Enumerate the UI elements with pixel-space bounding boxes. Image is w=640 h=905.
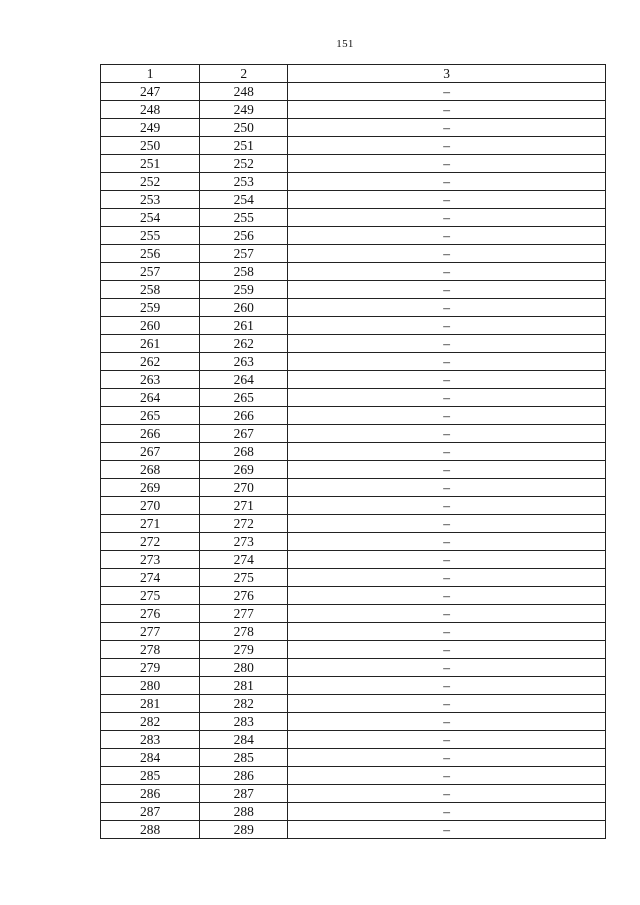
table-cell-col-1: 272 — [101, 533, 200, 551]
table-cell-col-1: 278 — [101, 641, 200, 659]
table-cell-col-1: 267 — [101, 443, 200, 461]
table-row — [101, 335, 606, 353]
table-cell-col-2: 256 — [200, 227, 288, 245]
table-row — [101, 605, 606, 623]
table-cell-col-1: 261 — [101, 335, 200, 353]
table-cell-col-1: 256 — [101, 245, 200, 263]
table-row — [101, 551, 606, 569]
table-cell-col-3: – — [288, 443, 606, 461]
table-cell-col-1: 255 — [101, 227, 200, 245]
table-cell-col-1: 247 — [101, 83, 200, 101]
table-cell-col-2: 271 — [200, 497, 288, 515]
table-row — [101, 299, 606, 317]
table-header-row — [101, 65, 606, 83]
table-row — [101, 803, 606, 821]
table-cell-col-3: – — [288, 551, 606, 569]
table-cell-col-3: – — [288, 821, 606, 839]
table-cell-col-2: 259 — [200, 281, 288, 299]
table-cell-col-3: – — [288, 281, 606, 299]
table-cell-col-1: 288 — [101, 821, 200, 839]
table-cell-col-3: – — [288, 587, 606, 605]
table-cell-col-3: – — [288, 641, 606, 659]
table-cell-col-1: 287 — [101, 803, 200, 821]
table-row — [101, 821, 606, 839]
table-cell-col-3: – — [288, 317, 606, 335]
table-cell-col-2: 285 — [200, 749, 288, 767]
table-cell-col-1: 284 — [101, 749, 200, 767]
table-cell-col-2: 257 — [200, 245, 288, 263]
table-row — [101, 659, 606, 677]
table-cell-col-1: 280 — [101, 677, 200, 695]
table-row — [101, 317, 606, 335]
table-cell-col-1: 252 — [101, 173, 200, 191]
table-row — [101, 101, 606, 119]
table-cell-col-2: 277 — [200, 605, 288, 623]
table-row — [101, 425, 606, 443]
table-cell-col-2: 286 — [200, 767, 288, 785]
table-cell-col-3: – — [288, 209, 606, 227]
table-cell-col-3: – — [288, 659, 606, 677]
table-cell-col-1: 264 — [101, 389, 200, 407]
table-cell-col-3: – — [288, 605, 606, 623]
table-cell-col-2: 251 — [200, 137, 288, 155]
table-cell-col-3: – — [288, 137, 606, 155]
table-row — [101, 119, 606, 137]
table-cell-col-3: – — [288, 749, 606, 767]
table-row — [101, 245, 606, 263]
table-cell-col-3: – — [288, 713, 606, 731]
table-cell-col-1: 262 — [101, 353, 200, 371]
table-cell-col-1: 266 — [101, 425, 200, 443]
table-row — [101, 749, 606, 767]
table-cell-col-3: – — [288, 83, 606, 101]
table-row — [101, 83, 606, 101]
table-cell-col-2: 287 — [200, 785, 288, 803]
table-cell-col-1: 282 — [101, 713, 200, 731]
table-cell-col-2: 265 — [200, 389, 288, 407]
table-cell-col-3: – — [288, 569, 606, 587]
table-row — [101, 695, 606, 713]
column-header-2: 2 — [200, 65, 288, 83]
table-cell-col-2: 278 — [200, 623, 288, 641]
table-row — [101, 677, 606, 695]
table-cell-col-1: 259 — [101, 299, 200, 317]
table-row — [101, 479, 606, 497]
table-cell-col-2: 276 — [200, 587, 288, 605]
table-cell-col-3: – — [288, 245, 606, 263]
table-cell-col-2: 282 — [200, 695, 288, 713]
table-cell-col-3: – — [288, 425, 606, 443]
table-row — [101, 263, 606, 281]
table-cell-col-3: – — [288, 803, 606, 821]
column-header-1: 1 — [101, 65, 200, 83]
table-cell-col-2: 260 — [200, 299, 288, 317]
table-cell-col-2: 284 — [200, 731, 288, 749]
table-cell-col-3: – — [288, 785, 606, 803]
table-cell-col-2: 288 — [200, 803, 288, 821]
table-cell-col-1: 275 — [101, 587, 200, 605]
table-row — [101, 371, 606, 389]
table-cell-col-3: – — [288, 677, 606, 695]
table-row — [101, 353, 606, 371]
column-header-3: 3 — [288, 65, 606, 83]
data-table — [100, 64, 606, 839]
table-cell-col-2: 252 — [200, 155, 288, 173]
table-cell-col-1: 286 — [101, 785, 200, 803]
table-cell-col-2: 258 — [200, 263, 288, 281]
table-cell-col-3: – — [288, 389, 606, 407]
table-row — [101, 623, 606, 641]
table-row — [101, 227, 606, 245]
table-cell-col-1: 276 — [101, 605, 200, 623]
table-cell-col-3: – — [288, 119, 606, 137]
table-cell-col-2: 281 — [200, 677, 288, 695]
table-cell-col-1: 258 — [101, 281, 200, 299]
table-body — [101, 83, 606, 839]
table-cell-col-2: 254 — [200, 191, 288, 209]
table-cell-col-1: 257 — [101, 263, 200, 281]
table-cell-col-3: – — [288, 623, 606, 641]
table-cell-col-2: 267 — [200, 425, 288, 443]
table-cell-col-1: 249 — [101, 119, 200, 137]
table-cell-col-2: 268 — [200, 443, 288, 461]
table-cell-col-3: – — [288, 101, 606, 119]
table-cell-col-3: – — [288, 299, 606, 317]
table-cell-col-2: 273 — [200, 533, 288, 551]
table-cell-col-1: 277 — [101, 623, 200, 641]
table-cell-col-3: – — [288, 479, 606, 497]
table-cell-col-2: 262 — [200, 335, 288, 353]
table-cell-col-1: 260 — [101, 317, 200, 335]
table-cell-col-1: 250 — [101, 137, 200, 155]
table-cell-col-3: – — [288, 173, 606, 191]
table-row — [101, 767, 606, 785]
table-cell-col-3: – — [288, 695, 606, 713]
table-row — [101, 713, 606, 731]
table-cell-col-2: 263 — [200, 353, 288, 371]
table-row — [101, 533, 606, 551]
table-row — [101, 209, 606, 227]
table-cell-col-3: – — [288, 227, 606, 245]
table-cell-col-1: 263 — [101, 371, 200, 389]
table-cell-col-3: – — [288, 407, 606, 425]
table-cell-col-1: 248 — [101, 101, 200, 119]
table-row — [101, 191, 606, 209]
table-cell-col-2: 280 — [200, 659, 288, 677]
page-number: 151 — [336, 38, 354, 50]
table-cell-col-2: 269 — [200, 461, 288, 479]
table-cell-col-3: – — [288, 533, 606, 551]
table-cell-col-1: 270 — [101, 497, 200, 515]
table-row — [101, 785, 606, 803]
table-cell-col-2: 255 — [200, 209, 288, 227]
table-cell-col-2: 270 — [200, 479, 288, 497]
table-cell-col-2: 264 — [200, 371, 288, 389]
table-row — [101, 587, 606, 605]
table-row — [101, 389, 606, 407]
table-cell-col-3: – — [288, 155, 606, 173]
table-cell-col-1: 265 — [101, 407, 200, 425]
table-cell-col-2: 274 — [200, 551, 288, 569]
table-cell-col-2: 266 — [200, 407, 288, 425]
table-row — [101, 461, 606, 479]
table-cell-col-2: 275 — [200, 569, 288, 587]
table-cell-col-3: – — [288, 335, 606, 353]
table-cell-col-3: – — [288, 497, 606, 515]
table-cell-col-2: 272 — [200, 515, 288, 533]
table-cell-col-2: 279 — [200, 641, 288, 659]
table-cell-col-3: – — [288, 731, 606, 749]
table-cell-col-2: 249 — [200, 101, 288, 119]
table-cell-col-2: 289 — [200, 821, 288, 839]
table-row — [101, 569, 606, 587]
table-row — [101, 137, 606, 155]
table-row — [101, 407, 606, 425]
table-cell-col-1: 285 — [101, 767, 200, 785]
table-cell-col-3: – — [288, 353, 606, 371]
table-cell-col-1: 283 — [101, 731, 200, 749]
table-cell-col-2: 248 — [200, 83, 288, 101]
table-cell-col-3: – — [288, 461, 606, 479]
table-cell-col-3: – — [288, 515, 606, 533]
table-row — [101, 155, 606, 173]
table-cell-col-2: 261 — [200, 317, 288, 335]
table-row — [101, 731, 606, 749]
table-cell-col-1: 251 — [101, 155, 200, 173]
table-cell-col-3: – — [288, 767, 606, 785]
table-cell-col-1: 268 — [101, 461, 200, 479]
table-cell-col-3: – — [288, 191, 606, 209]
table-row — [101, 281, 606, 299]
table-cell-col-1: 273 — [101, 551, 200, 569]
table-cell-col-1: 254 — [101, 209, 200, 227]
table-cell-col-2: 283 — [200, 713, 288, 731]
table-row — [101, 515, 606, 533]
table-cell-col-1: 269 — [101, 479, 200, 497]
table-row — [101, 497, 606, 515]
table-row — [101, 173, 606, 191]
table-cell-col-3: – — [288, 263, 606, 281]
table-cell-col-1: 253 — [101, 191, 200, 209]
table-row — [101, 641, 606, 659]
table-cell-col-1: 281 — [101, 695, 200, 713]
table-row — [101, 443, 606, 461]
table-cell-col-1: 279 — [101, 659, 200, 677]
table-cell-col-2: 253 — [200, 173, 288, 191]
table-cell-col-1: 274 — [101, 569, 200, 587]
table-cell-col-1: 271 — [101, 515, 200, 533]
table-cell-col-2: 250 — [200, 119, 288, 137]
table-cell-col-3: – — [288, 371, 606, 389]
